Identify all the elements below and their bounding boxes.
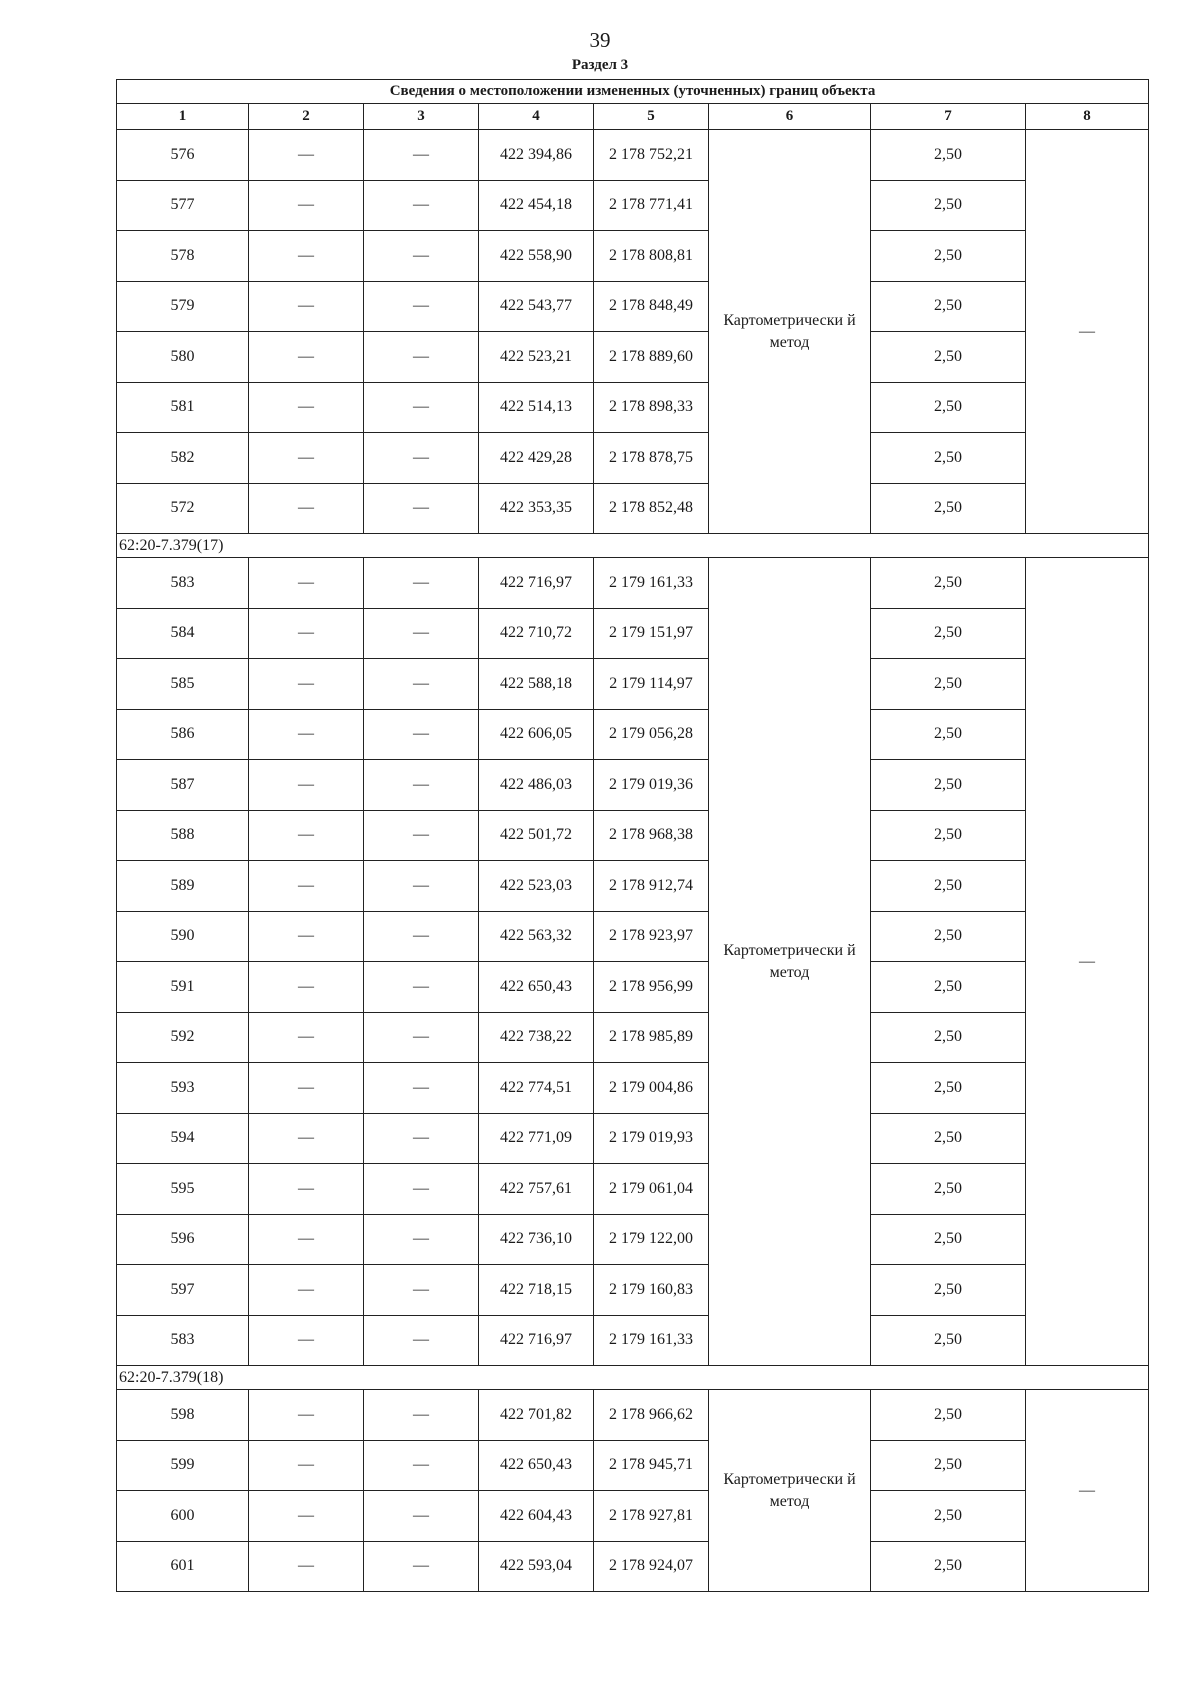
column-3-value: — xyxy=(364,130,479,181)
accuracy-value: 2,50 xyxy=(871,382,1026,433)
column-number: 6 xyxy=(709,104,871,130)
column-2-value: — xyxy=(249,332,364,383)
table-row xyxy=(117,433,1149,484)
column-3-value: — xyxy=(364,1164,479,1215)
column-number: 7 xyxy=(871,104,1026,130)
point-number: 590 xyxy=(117,911,249,962)
table-row xyxy=(117,281,1149,332)
coordinate-y: 2 178 808,81 xyxy=(594,231,709,282)
coordinate-x: 422 604,43 xyxy=(479,1491,594,1542)
point-number: 584 xyxy=(117,608,249,659)
table-row xyxy=(117,1012,1149,1063)
table-row xyxy=(117,130,1149,181)
column-8-value: — xyxy=(1026,558,1149,1366)
column-number: 1 xyxy=(117,104,249,130)
coordinates-table xyxy=(116,79,1149,1592)
column-2-value: — xyxy=(249,180,364,231)
coordinate-y: 2 178 752,21 xyxy=(594,130,709,181)
method-cell: Картометрически й метод xyxy=(709,130,871,534)
coordinate-y: 2 179 114,97 xyxy=(594,659,709,710)
column-3-value: — xyxy=(364,1315,479,1366)
coordinate-x: 422 501,72 xyxy=(479,810,594,861)
column-3-value: — xyxy=(364,1390,479,1441)
point-number: 577 xyxy=(117,180,249,231)
accuracy-value: 2,50 xyxy=(871,1265,1026,1316)
coordinate-y: 2 178 968,38 xyxy=(594,810,709,861)
accuracy-value: 2,50 xyxy=(871,180,1026,231)
table-row xyxy=(117,1265,1149,1316)
column-3-value: — xyxy=(364,760,479,811)
column-3-value: — xyxy=(364,1265,479,1316)
column-3-value: — xyxy=(364,861,479,912)
table-caption: Сведения о местоположении измененных (уточненных) границ объекта xyxy=(117,80,1149,104)
coordinate-y: 2 178 924,07 xyxy=(594,1541,709,1592)
coordinate-x: 422 716,97 xyxy=(479,1315,594,1366)
coordinate-x: 422 514,13 xyxy=(479,382,594,433)
coordinate-x: 422 701,82 xyxy=(479,1390,594,1441)
accuracy-value: 2,50 xyxy=(871,659,1026,710)
point-number: 580 xyxy=(117,332,249,383)
section-label-row xyxy=(117,534,1149,558)
accuracy-value: 2,50 xyxy=(871,1491,1026,1542)
coordinate-y: 2 179 056,28 xyxy=(594,709,709,760)
section-label: 62:20-7.379(18) xyxy=(117,1366,1149,1390)
column-number-row xyxy=(117,104,1149,130)
point-number: 594 xyxy=(117,1113,249,1164)
coordinate-y: 2 178 956,99 xyxy=(594,962,709,1013)
table-row xyxy=(117,1315,1149,1366)
coordinate-x: 422 353,35 xyxy=(479,483,594,534)
section-title: Раздел 3 xyxy=(571,57,629,73)
column-2-value: — xyxy=(249,558,364,609)
point-number: 599 xyxy=(117,1440,249,1491)
point-number: 583 xyxy=(117,558,249,609)
column-2-value: — xyxy=(249,911,364,962)
column-3-value: — xyxy=(364,1113,479,1164)
coordinate-y: 2 178 771,41 xyxy=(594,180,709,231)
coordinate-y: 2 179 161,33 xyxy=(594,1315,709,1366)
point-number: 589 xyxy=(117,861,249,912)
coordinate-y: 2 179 151,97 xyxy=(594,608,709,659)
coordinate-y: 2 178 923,97 xyxy=(594,911,709,962)
column-3-value: — xyxy=(364,231,479,282)
accuracy-value: 2,50 xyxy=(871,1164,1026,1215)
column-3-value: — xyxy=(364,281,479,332)
column-number: 5 xyxy=(594,104,709,130)
coordinate-y: 2 178 852,48 xyxy=(594,483,709,534)
point-number: 583 xyxy=(117,1315,249,1366)
accuracy-value: 2,50 xyxy=(871,281,1026,332)
table-row xyxy=(117,1164,1149,1215)
column-number: 2 xyxy=(249,104,364,130)
coordinate-x: 422 650,43 xyxy=(479,962,594,1013)
table-row xyxy=(117,1440,1149,1491)
coordinate-x: 422 523,03 xyxy=(479,861,594,912)
coordinate-y: 2 178 912,74 xyxy=(594,861,709,912)
point-number: 586 xyxy=(117,709,249,760)
column-3-value: — xyxy=(364,962,479,1013)
coordinate-x: 422 429,28 xyxy=(479,433,594,484)
accuracy-value: 2,50 xyxy=(871,1214,1026,1265)
coordinate-x: 422 606,05 xyxy=(479,709,594,760)
table-row xyxy=(117,483,1149,534)
column-3-value: — xyxy=(364,1491,479,1542)
column-3-value: — xyxy=(364,1063,479,1114)
column-2-value: — xyxy=(249,1214,364,1265)
table-row xyxy=(117,760,1149,811)
table-row xyxy=(117,709,1149,760)
coordinate-y: 2 179 019,93 xyxy=(594,1113,709,1164)
point-number: 588 xyxy=(117,810,249,861)
accuracy-value: 2,50 xyxy=(871,1113,1026,1164)
accuracy-value: 2,50 xyxy=(871,483,1026,534)
table-row xyxy=(117,382,1149,433)
point-number: 593 xyxy=(117,1063,249,1114)
table-row xyxy=(117,231,1149,282)
coordinate-x: 422 774,51 xyxy=(479,1063,594,1114)
accuracy-value: 2,50 xyxy=(871,1315,1026,1366)
column-2-value: — xyxy=(249,962,364,1013)
column-3-value: — xyxy=(364,911,479,962)
column-2-value: — xyxy=(249,382,364,433)
table-row xyxy=(117,1063,1149,1114)
table-row xyxy=(117,810,1149,861)
column-2-value: — xyxy=(249,1390,364,1441)
accuracy-value: 2,50 xyxy=(871,861,1026,912)
column-3-value: — xyxy=(364,483,479,534)
accuracy-value: 2,50 xyxy=(871,962,1026,1013)
point-number: 600 xyxy=(117,1491,249,1542)
column-2-value: — xyxy=(249,709,364,760)
coordinate-y: 2 178 889,60 xyxy=(594,332,709,383)
column-2-value: — xyxy=(249,231,364,282)
accuracy-value: 2,50 xyxy=(871,332,1026,383)
accuracy-value: 2,50 xyxy=(871,231,1026,282)
accuracy-value: 2,50 xyxy=(871,433,1026,484)
column-2-value: — xyxy=(249,1265,364,1316)
column-3-value: — xyxy=(364,433,479,484)
column-2-value: — xyxy=(249,608,364,659)
coordinate-y: 2 178 966,62 xyxy=(594,1390,709,1441)
table-row xyxy=(117,608,1149,659)
column-3-value: — xyxy=(364,608,479,659)
coordinate-x: 422 543,77 xyxy=(479,281,594,332)
coordinate-x: 422 593,04 xyxy=(479,1541,594,1592)
accuracy-value: 2,50 xyxy=(871,608,1026,659)
accuracy-value: 2,50 xyxy=(871,1440,1026,1491)
coordinate-x: 422 716,97 xyxy=(479,558,594,609)
column-3-value: — xyxy=(364,1440,479,1491)
point-number: 572 xyxy=(117,483,249,534)
accuracy-value: 2,50 xyxy=(871,1390,1026,1441)
point-number: 601 xyxy=(117,1541,249,1592)
accuracy-value: 2,50 xyxy=(871,810,1026,861)
coordinate-x: 422 710,72 xyxy=(479,608,594,659)
coordinate-y: 2 179 161,33 xyxy=(594,558,709,609)
coordinate-x: 422 736,10 xyxy=(479,1214,594,1265)
coordinate-x: 422 757,61 xyxy=(479,1164,594,1215)
column-2-value: — xyxy=(249,130,364,181)
coordinate-y: 2 178 985,89 xyxy=(594,1012,709,1063)
coordinate-y: 2 178 945,71 xyxy=(594,1440,709,1491)
section-label-row xyxy=(117,1366,1149,1390)
table-row xyxy=(117,1491,1149,1542)
coordinate-x: 422 563,32 xyxy=(479,911,594,962)
coordinate-x: 422 523,21 xyxy=(479,332,594,383)
point-number: 595 xyxy=(117,1164,249,1215)
column-3-value: — xyxy=(364,659,479,710)
column-3-value: — xyxy=(364,810,479,861)
coordinate-x: 422 588,18 xyxy=(479,659,594,710)
table-row xyxy=(117,332,1149,383)
coordinate-y: 2 179 019,36 xyxy=(594,760,709,811)
accuracy-value: 2,50 xyxy=(871,1063,1026,1114)
column-number: 3 xyxy=(364,104,479,130)
column-3-value: — xyxy=(364,1541,479,1592)
table-row xyxy=(117,861,1149,912)
column-3-value: — xyxy=(364,382,479,433)
column-3-value: — xyxy=(364,1214,479,1265)
point-number: 576 xyxy=(117,130,249,181)
table-row xyxy=(117,1390,1149,1441)
table-row xyxy=(117,962,1149,1013)
column-3-value: — xyxy=(364,180,479,231)
coordinate-x: 422 650,43 xyxy=(479,1440,594,1491)
coordinate-x: 422 771,09 xyxy=(479,1113,594,1164)
table-row xyxy=(117,558,1149,609)
coordinate-x: 422 718,15 xyxy=(479,1265,594,1316)
coordinate-y: 2 179 160,83 xyxy=(594,1265,709,1316)
point-number: 598 xyxy=(117,1390,249,1441)
point-number: 582 xyxy=(117,433,249,484)
column-2-value: — xyxy=(249,1541,364,1592)
column-number: 8 xyxy=(1026,104,1149,130)
column-2-value: — xyxy=(249,1012,364,1063)
coordinate-x: 422 454,18 xyxy=(479,180,594,231)
accuracy-value: 2,50 xyxy=(871,911,1026,962)
column-3-value: — xyxy=(364,332,479,383)
table-caption-row xyxy=(117,80,1149,104)
method-cell: Картометрически й метод xyxy=(709,1390,871,1592)
column-2-value: — xyxy=(249,861,364,912)
column-8-value: — xyxy=(1026,1390,1149,1592)
point-number: 579 xyxy=(117,281,249,332)
column-8-value: — xyxy=(1026,130,1149,534)
point-number: 592 xyxy=(117,1012,249,1063)
table-row xyxy=(117,180,1149,231)
table-row xyxy=(117,659,1149,710)
section-label: 62:20-7.379(17) xyxy=(117,534,1149,558)
coordinate-y: 2 178 898,33 xyxy=(594,382,709,433)
accuracy-value: 2,50 xyxy=(871,1012,1026,1063)
point-number: 587 xyxy=(117,760,249,811)
column-2-value: — xyxy=(249,1491,364,1542)
point-number: 585 xyxy=(117,659,249,710)
point-number: 591 xyxy=(117,962,249,1013)
coordinate-y: 2 178 878,75 xyxy=(594,433,709,484)
point-number: 578 xyxy=(117,231,249,282)
column-3-value: — xyxy=(364,709,479,760)
coordinate-y: 2 178 848,49 xyxy=(594,281,709,332)
column-2-value: — xyxy=(249,1315,364,1366)
point-number: 596 xyxy=(117,1214,249,1265)
point-number: 597 xyxy=(117,1265,249,1316)
column-2-value: — xyxy=(249,810,364,861)
column-2-value: — xyxy=(249,281,364,332)
column-2-value: — xyxy=(249,433,364,484)
method-cell: Картометрически й метод xyxy=(709,558,871,1366)
column-2-value: — xyxy=(249,760,364,811)
coordinate-x: 422 738,22 xyxy=(479,1012,594,1063)
accuracy-value: 2,50 xyxy=(871,709,1026,760)
coordinate-y: 2 179 122,00 xyxy=(594,1214,709,1265)
column-number: 4 xyxy=(479,104,594,130)
accuracy-value: 2,50 xyxy=(871,558,1026,609)
coordinate-y: 2 179 004,86 xyxy=(594,1063,709,1114)
column-2-value: — xyxy=(249,1113,364,1164)
column-2-value: — xyxy=(249,1164,364,1215)
point-number: 581 xyxy=(117,382,249,433)
table-row xyxy=(117,1541,1149,1592)
table-row xyxy=(117,911,1149,962)
accuracy-value: 2,50 xyxy=(871,760,1026,811)
column-3-value: — xyxy=(364,558,479,609)
accuracy-value: 2,50 xyxy=(871,1541,1026,1592)
column-2-value: — xyxy=(249,1063,364,1114)
coordinate-y: 2 179 061,04 xyxy=(594,1164,709,1215)
accuracy-value: 2,50 xyxy=(871,130,1026,181)
column-2-value: — xyxy=(249,1440,364,1491)
table-row xyxy=(117,1214,1149,1265)
page-number: 39 xyxy=(589,28,611,52)
column-2-value: — xyxy=(249,659,364,710)
column-3-value: — xyxy=(364,1012,479,1063)
coordinate-y: 2 178 927,81 xyxy=(594,1491,709,1542)
coordinate-x: 422 394,86 xyxy=(479,130,594,181)
coordinate-x: 422 486,03 xyxy=(479,760,594,811)
table-row xyxy=(117,1113,1149,1164)
column-2-value: — xyxy=(249,483,364,534)
coordinate-x: 422 558,90 xyxy=(479,231,594,282)
